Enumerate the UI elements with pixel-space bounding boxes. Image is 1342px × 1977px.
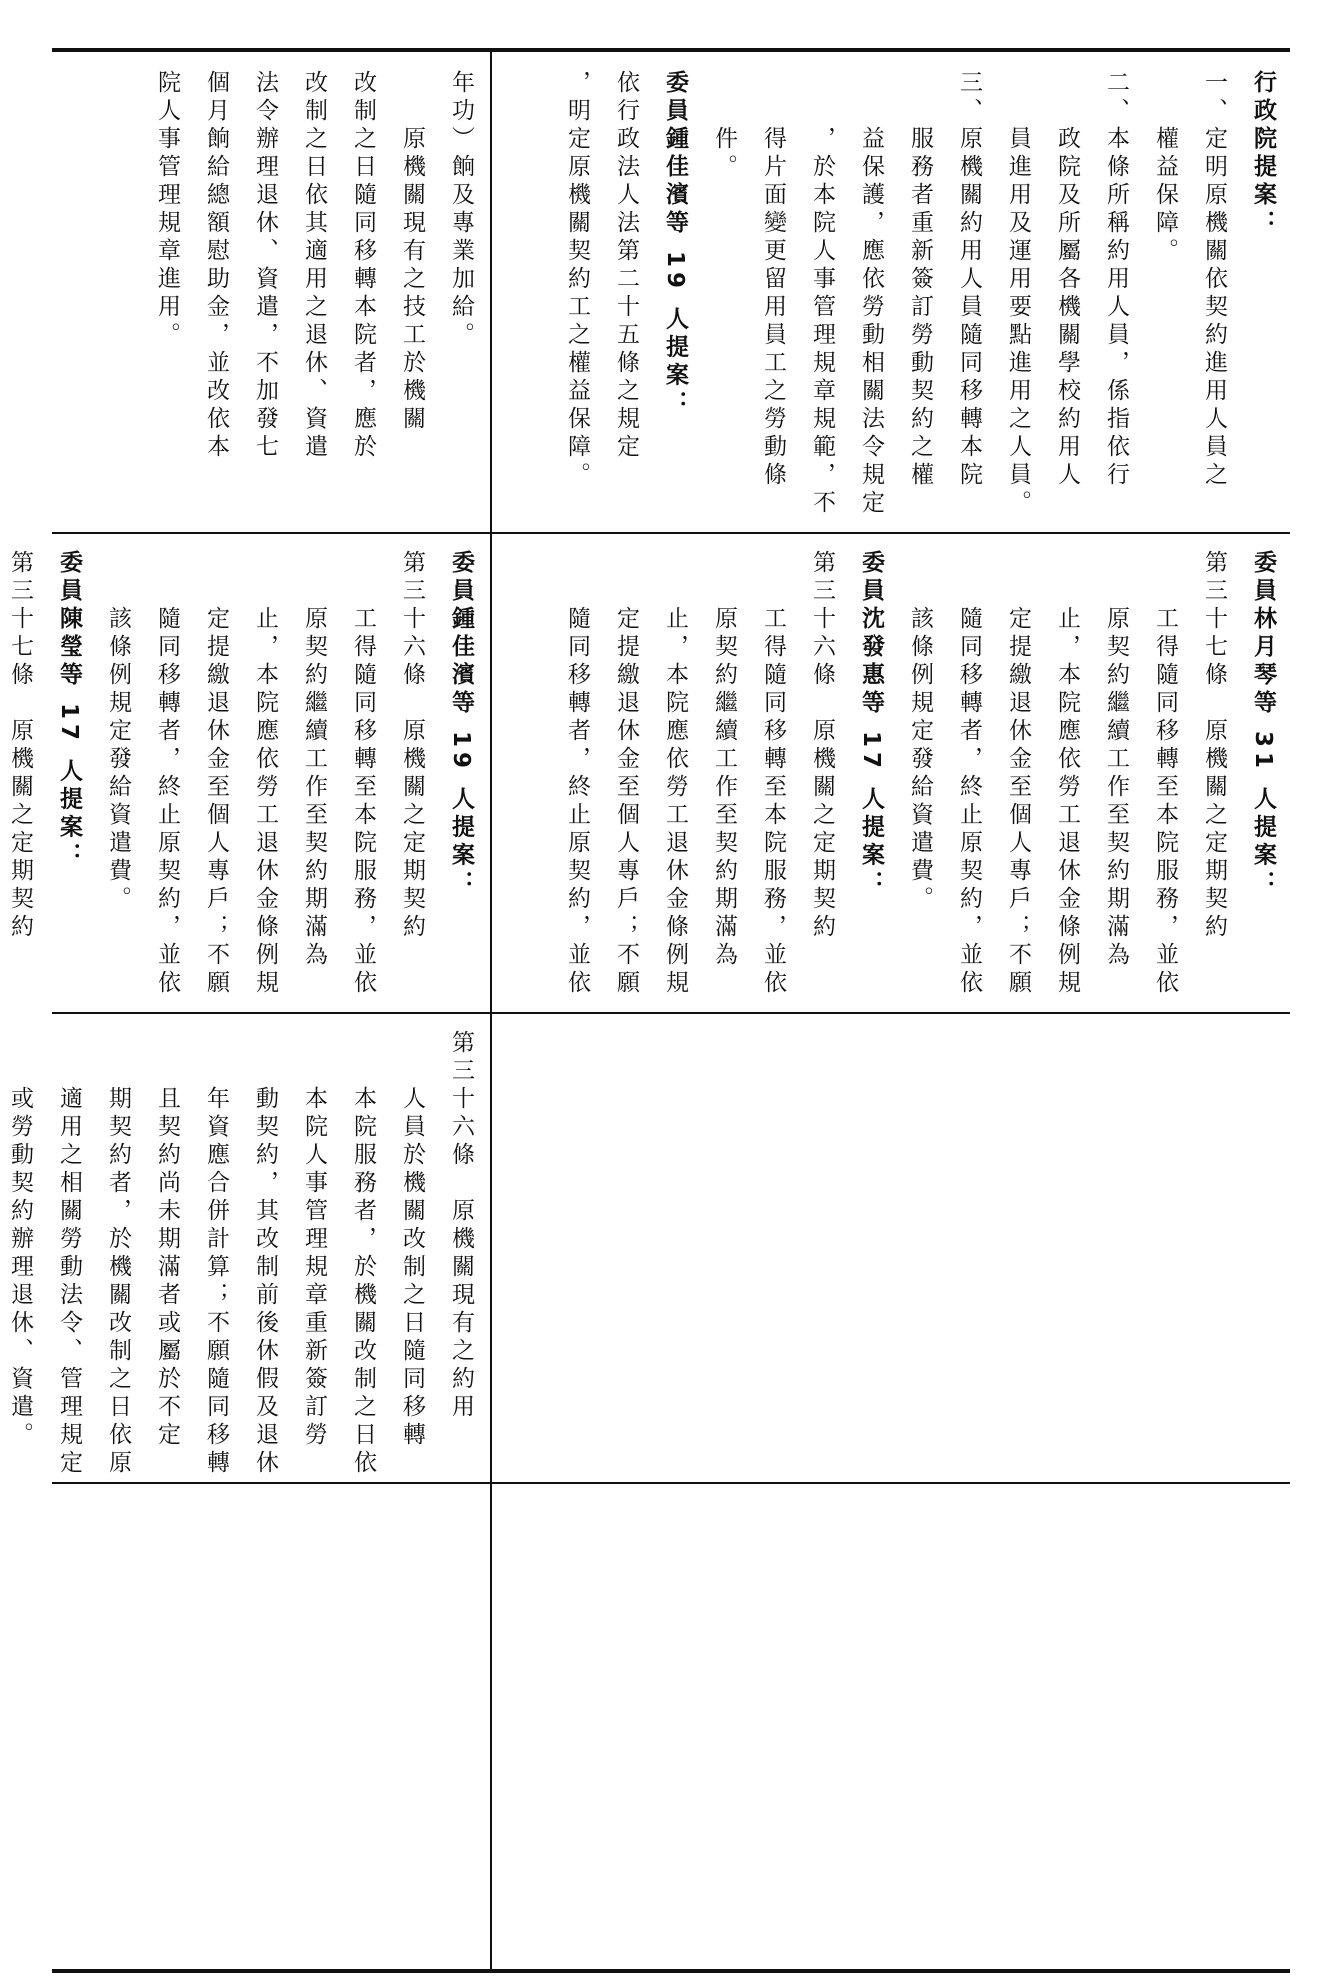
proposal-title: 委員鍾佳濱等 19 人提案：: [448, 550, 474, 899]
text-line: ，於本院人事管理規章規範，不: [809, 70, 835, 518]
text-line: 人員於機關改制之日隨同移轉: [399, 1030, 425, 1450]
text-line: 年資應合併計算；不願隨同移轉: [203, 1030, 229, 1478]
table-cell: [55, 70, 485, 525]
text-line: 改制之日隨同移轉本院者，應於: [350, 70, 376, 462]
text-line: 個月餉給總額慰助金，並改依本: [203, 70, 229, 462]
text-line: 隨同移轉者，終止原契約，並依: [956, 550, 982, 998]
text-line: 院人事管理規章進用。: [154, 70, 180, 350]
text-line: 隨同移轉者，終止原契約，並依: [564, 550, 590, 998]
table-cell: [7, 1030, 485, 1478]
text-line: 止，本院應依勞工退休金條例規: [1054, 550, 1080, 998]
text-line: 動契約，其改制前後休假及退休: [252, 1030, 278, 1478]
text-line: 定提繳退休金至個人專戶；不願: [203, 550, 229, 998]
text-line: 益保護，應依勞動相關法令規定: [858, 70, 884, 518]
text-line: 員進用及運用要點進用之人員。: [1005, 70, 1031, 518]
text-line: 原契約繼續工作至契約期滿為: [711, 550, 737, 970]
text-line: 三、原機關約用人員隨同移轉本院: [956, 70, 982, 490]
text-line: 改制之日依其適用之退休、資遣: [301, 70, 327, 462]
row-divider: [52, 1012, 1290, 1014]
text-line: 工得隨同移轉至本院服務，並依: [1152, 550, 1178, 998]
row-divider: [52, 1482, 1290, 1484]
table-cell: [495, 550, 1287, 1005]
text-line: 第三十七條 原機關之定期契約: [7, 550, 33, 942]
proposal-title: 委員沈發惠等 17 人提案：: [858, 550, 884, 899]
text-line: 依行政法人法第二十五條之規定: [613, 70, 639, 462]
table-cell: [495, 70, 1287, 525]
text-line: 第三十六條 原機關之定期契約: [399, 550, 425, 942]
text-line: 原契約繼續工作至契約期滿為: [1103, 550, 1129, 970]
text-line: ，明定原機關契約工之權益保障。: [564, 70, 590, 490]
text-line: 二、本條所稱約用人員，係指依行: [1103, 70, 1129, 490]
text-line: 本院人事管理規章重新簽訂勞: [301, 1030, 327, 1450]
table-bottom-border: [52, 1969, 1290, 1973]
text-line: 件。: [711, 70, 737, 182]
text-line: 定提繳退休金至個人專戶；不願: [613, 550, 639, 998]
proposal-title: 委員林月琴等 31 人提案：: [1250, 550, 1276, 899]
text-line: 工得隨同移轉至本院服務，並依: [350, 550, 376, 998]
text-line: 第三十六條 原機關之定期契約: [809, 550, 835, 942]
proposal-title: 行政院提案：: [1250, 70, 1276, 238]
text-line: 本院服務者，於機關改制之日依: [350, 1030, 376, 1478]
text-line: 原機關現有之技工於機關: [399, 70, 425, 434]
text-line: 權益保障。: [1152, 70, 1178, 266]
text-line: 止，本院應依勞工退休金條例規: [252, 550, 278, 998]
proposal-title: 委員陳瑩等 17 人提案：: [56, 550, 82, 871]
table-cell: [7, 550, 485, 1005]
text-line: 第三十七條 原機關之定期契約: [1201, 550, 1227, 942]
text-line: 該條例規定發給資遣費。: [907, 550, 933, 914]
text-line: 工得隨同移轉至本院服務，並依: [760, 550, 786, 998]
text-line: 該條例規定發給資遣費。: [105, 550, 131, 914]
text-line: 適用之相關勞動法令、管理規定: [56, 1030, 82, 1478]
text-line: 年功）餉及專業加給。: [448, 70, 474, 350]
proposal-title: 委員鍾佳濱等 19 人提案：: [662, 70, 688, 419]
text-line: 一、定明原機關依契約進用人員之: [1201, 70, 1227, 490]
table-top-border: [52, 48, 1290, 52]
table-cell: [495, 1030, 1287, 1475]
text-line: 期契約者，於機關改制之日依原: [105, 1030, 131, 1478]
text-line: 法令辦理退休、資遣，不加發七: [252, 70, 278, 462]
text-line: 或勞動契約辦理退休、資遣。: [7, 1030, 33, 1450]
text-line: 隨同移轉者，終止原契約，並依: [154, 550, 180, 998]
text-line: 定提繳退休金至個人專戶；不願: [1005, 550, 1031, 998]
text-line: 服務者重新簽訂勞動契約之權: [907, 70, 933, 490]
text-line: 政院及所屬各機關學校約用人: [1054, 70, 1080, 490]
text-line: 得片面變更留用員工之勞動條: [760, 70, 786, 490]
text-line: 且契約尚未期滿者或屬於不定: [154, 1030, 180, 1450]
text-line: 原契約繼續工作至契約期滿為: [301, 550, 327, 970]
text-line: 止，本院應依勞工退休金條例規: [662, 550, 688, 998]
text-line: 第三十六條 原機關現有之約用: [448, 1030, 474, 1422]
row-divider: [52, 532, 1290, 534]
column-divider: [490, 48, 492, 1973]
